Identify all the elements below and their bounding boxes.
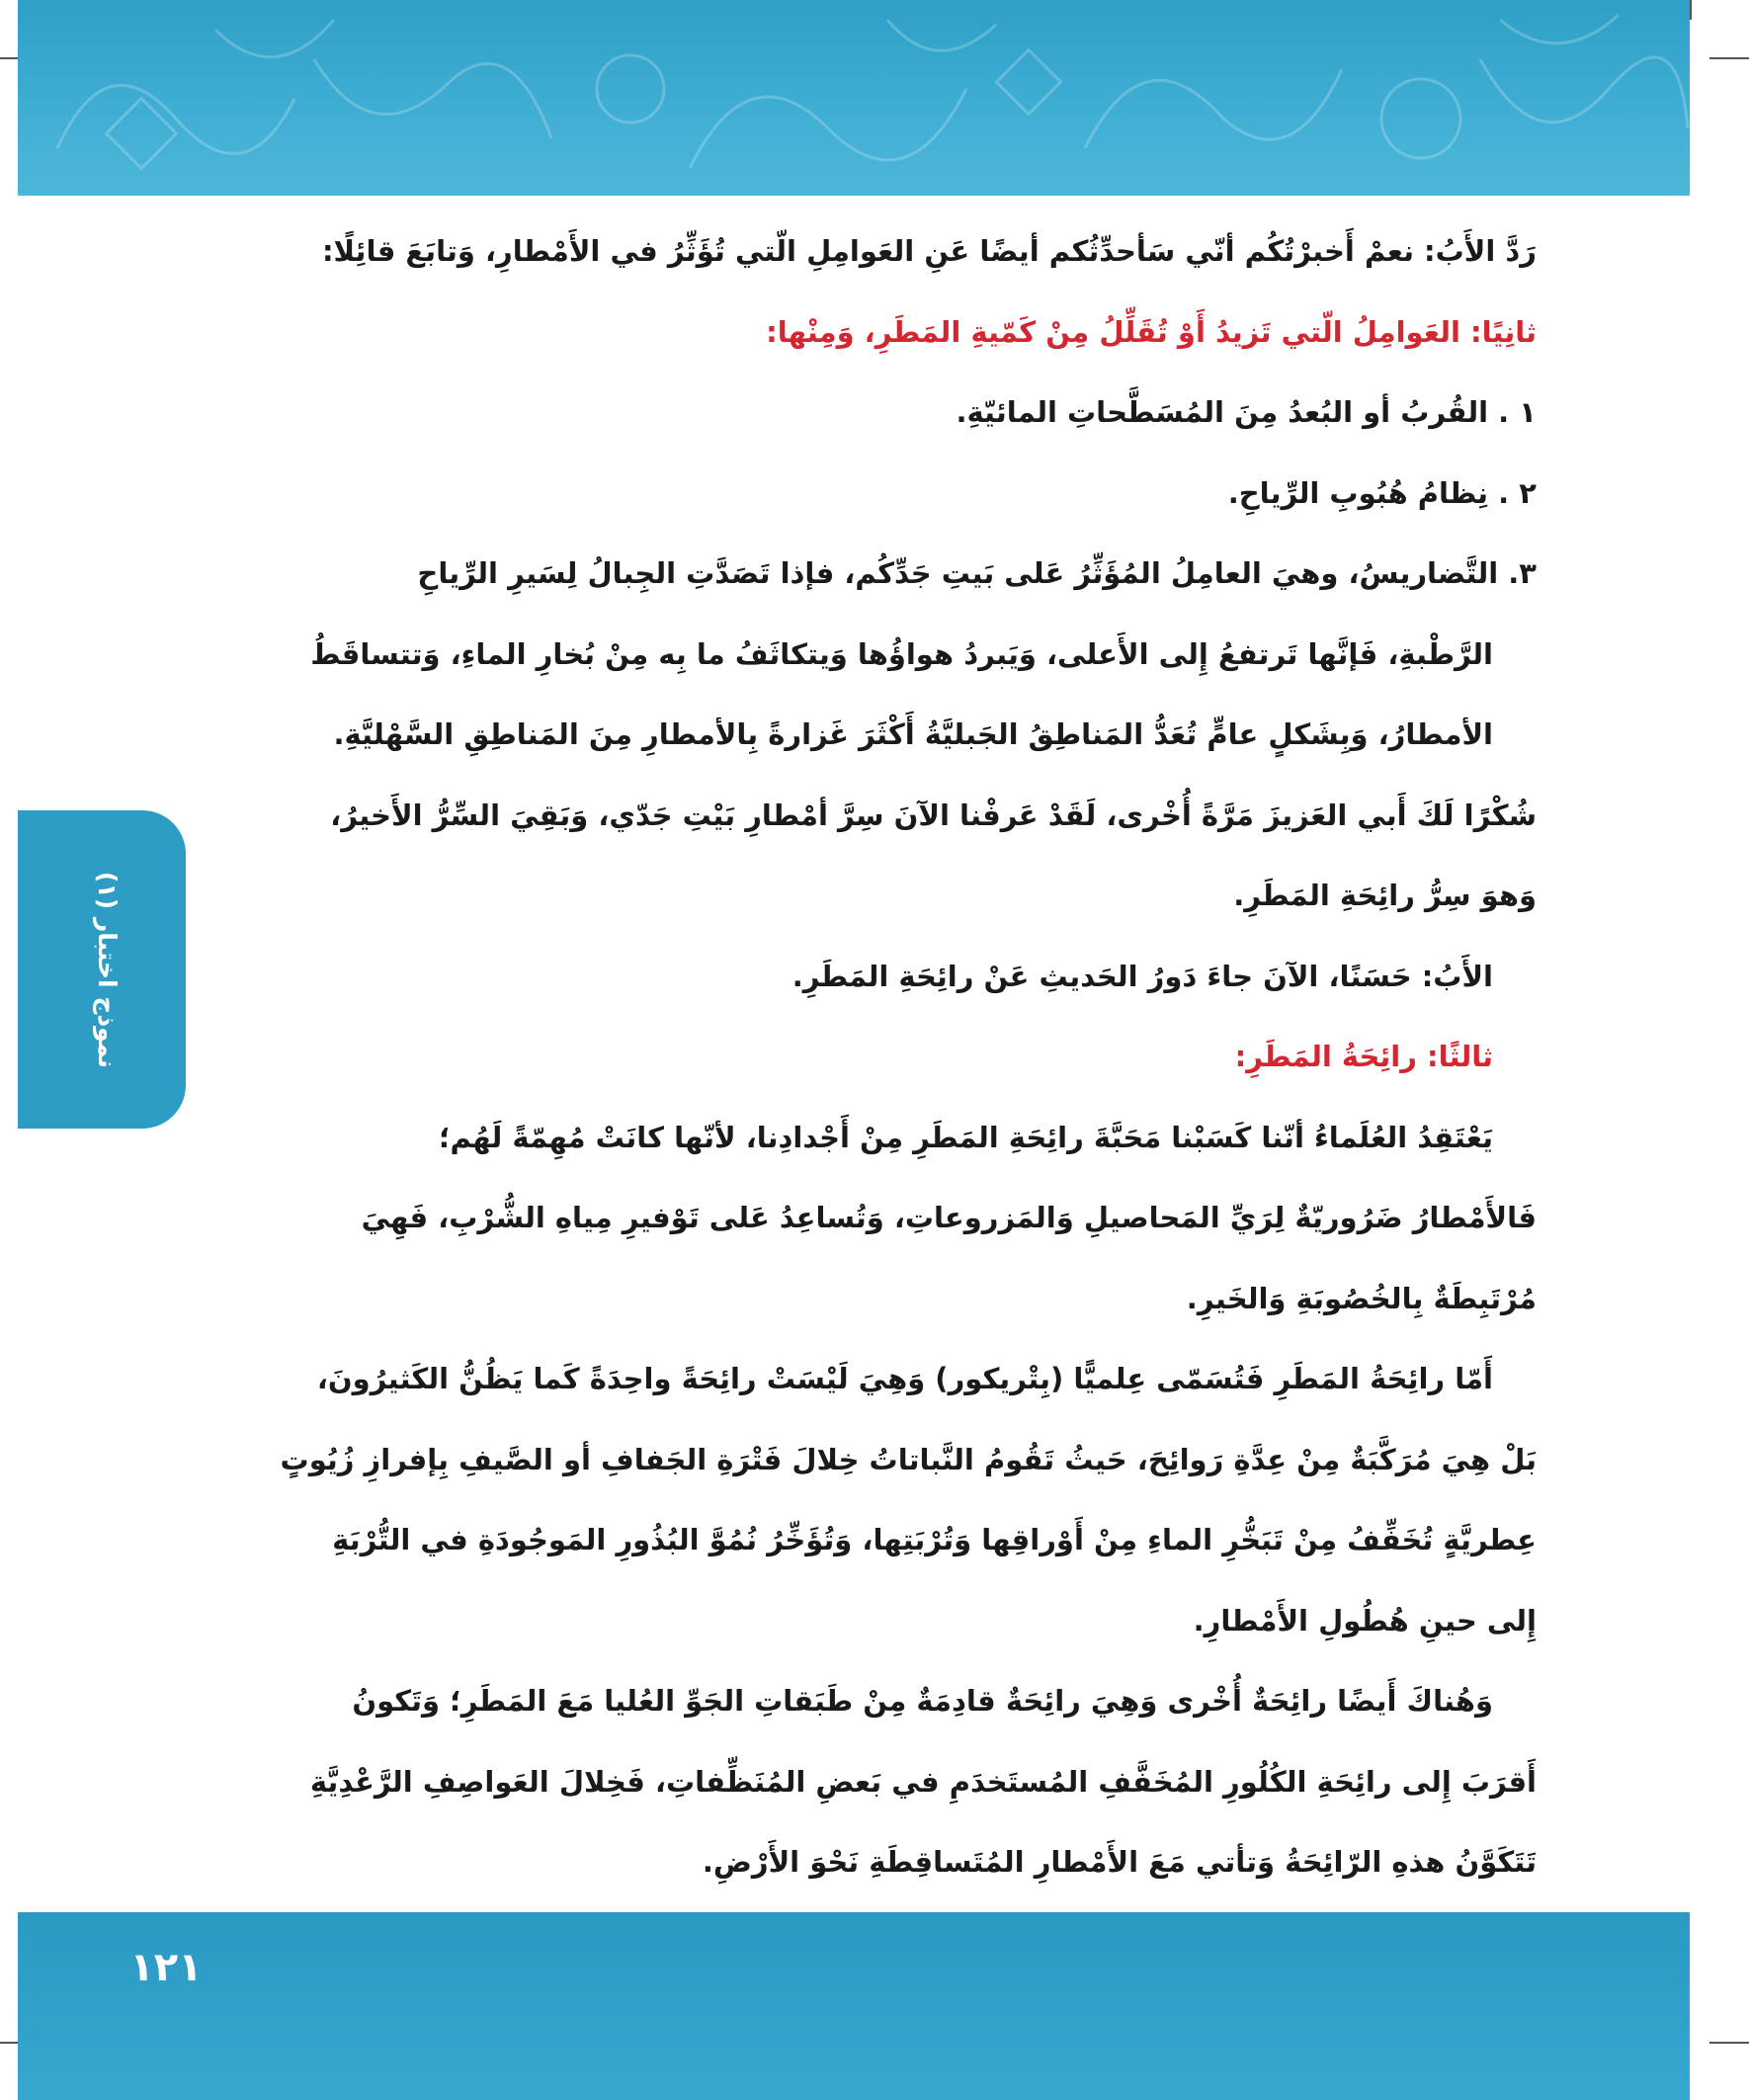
list-item-2: ٢ . نِظامُ هُبُوبِ الرِّياحِ. [1227,475,1537,510]
text-line: شُكْرًا لَكَ أَبي العَزيزَ مَرَّةً أُخْرى، لَقَدْ عَرفْنا الآنَ سِرَّ أمْطارِ بَيْتِ جَدّي، وَبَقِيَ السِّرُّ الأَخيرُ، [330,798,1537,832]
text-line: يَعْتَقِدُ العُلَماءُ أنّنا كَسَبْنا مَحَبَّةَ رائِحَةِ المَطَرِ مِنْ أَجْدادِنا، لأنّها كانَتْ مُهِمّةً لَهُم؛ [438,1120,1493,1154]
text-line: أَمّا رائِحَةُ المَطَرِ فَتُسَمّى عِلميًّا (بِتْريكور) وَهِيَ لَيْسَتْ رائِحَةً واحِدَةً كَما يَظُنُّ الكَثيرُونَ، [316,1362,1493,1395]
page-number: ١٢١ [129,1945,203,1990]
text-line: وَهوَ سِرُّ رائِحَةِ المَطَرِ. [1233,879,1537,912]
calligraphy-pattern [18,0,1690,196]
crop-mark [1709,2042,1749,2044]
text-line: وَهُناكَ أَيضًا رائِحَةٌ أُخْرى وَهِيَ رائِحَةٌ قادِمَةٌ مِنْ طَبَقاتِ الجَوِّ العُليا مَعَ المَطَرِ؛ وَتَكونُ [352,1684,1493,1718]
side-tab [18,810,186,1129]
text-line: أَقرَبَ إِلى رائِحَةِ الكُلُورِ المُخَفَّفِ المُستَخدَمِ في بَعضِ المُنَظِّفاتِ، فَخِلالَ العَواصِفِ الرَّعْدِيَّةِ [309,1764,1537,1799]
section-heading-second: ثانِيًا: العَوامِلُ الّتي تَزيدُ أَوْ تُقَلِّلُ مِنْ كَمّيةِ المَطَرِ، وَمِنْها: [766,314,1537,349]
text-line: رَدَّ الأَبُ: نعمْ أَخبرْتُكُم أنّي سَأحدِّثُكم أيضًا عَنِ العَوامِلِ الّتي تُؤَثِّرُ في الأَمْطارِ، وَتابَعَ قائِلًا: [321,234,1537,268]
header-banner [18,0,1690,196]
text-line: مُرْتَبِطَةٌ بِالخُصُوبَةِ وَالخَيرِ. [1186,1281,1537,1315]
crop-mark [1709,57,1749,59]
text-line: الأمطارُ، وَبِشَكلٍ عامٍّ تُعَدُّ المَناطِقُ الجَبليَّةُ أَكْثَرَ غَزارةً بِالأمطارِ مِنَ المَناطِقِ السَّهْليَّةِ. [333,717,1493,751]
text-line: الرَّطْبةِ، فَإنَّها تَرتفعُ إِلى الأَعلى، وَيَبردُ هواؤُها وَيتكاثَفُ ما بِه مِنْ بُخارِ الماءِ، وَتتساقَطُ [310,636,1493,671]
section-heading-third: ثالثًا: رائِحَةُ المَطَرِ: [1234,1040,1493,1073]
list-item-1: ١ . القُربُ أو البُعدُ مِنَ المُسَطَّحاتِ المائيّةِ. [956,395,1537,429]
side-tab-label: نموذج اختبار (١) [93,871,122,1068]
crop-mark [1690,0,1692,20]
lesson-text [208,211,1537,2064]
text-line: الأَبُ: حَسَنًا، الآنَ جاءَ دَورُ الحَديثِ عَنْ رائِحَةِ المَطَرِ. [791,959,1493,993]
footer-banner [18,1912,1690,2100]
text-line: إِلى حينِ هُطُولِ الأَمْطارِ. [1193,1603,1537,1638]
list-item-3: ٣. التَّضاريسُ، وهيَ العامِلُ المُؤَثِّرُ عَلى بَيتِ جَدِّكُم، فإذا تَصَدَّتِ الجِبالُ لِسَيرِ الرِّياحِ [417,556,1537,590]
text-line: فَالأَمْطارُ ضَرُوريّةٌ لِرَيِّ المَحاصيلِ وَالمَزروعاتِ، وَتُساعِدُ عَلى تَوْفيرِ مِياهِ الشُّرْبِ، فَهِيَ [361,1201,1537,1234]
text-line: عِطريَّةٍ تُخَفِّفُ مِنْ تَبَخُّرِ الماءِ مِنْ أَوْراقِها وَتُرْبَتِها، وَتُؤَخِّرُ نُمُوَّ البُذُورِ المَوجُودَةِ في التُّرْبَةِ [332,1523,1537,1556]
text-line: تَتَكَوَّنُ هذهِ الرّائِحَةُ وَتأتي مَعَ الأَمْطارِ المُتَساقِطَةِ نَحْوَ الأَرْضِ. [702,1845,1537,1879]
text-line: بَلْ هِيَ مُرَكَّبَةٌ مِنْ عِدَّةِ رَوائِحَ، حَيثُ تَقُومُ النَّباتاتُ خِلالَ فَتْرَةِ الجَفافِ أو الصَّيفِ بِإفرازِ زُيُوتٍ [280,1442,1537,1476]
